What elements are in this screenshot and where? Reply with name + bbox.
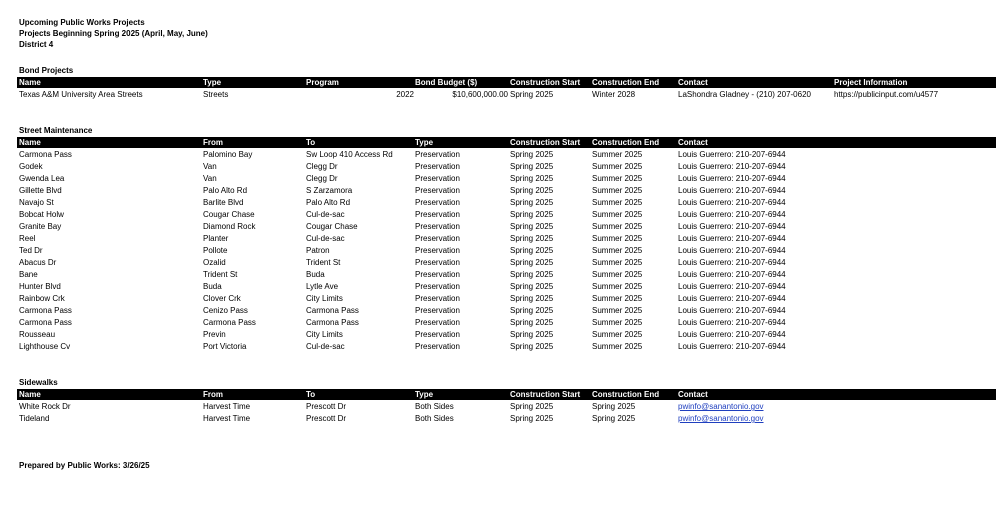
street-name-cell: Bobcat Holw	[19, 210, 64, 219]
street-type-cell: Preservation	[415, 222, 460, 231]
street-to-cell: Clegg Dr	[306, 174, 338, 183]
street-start-cell: Spring 2025	[510, 234, 554, 243]
table-row	[17, 401, 996, 413]
street-end-cell: Summer 2025	[592, 186, 643, 195]
street-start-cell: Spring 2025	[510, 258, 554, 267]
street-end-cell: Summer 2025	[592, 162, 643, 171]
table-row	[17, 281, 996, 293]
street-from-cell: Palomino Bay	[203, 150, 253, 159]
street-contact-cell: Louis Guerrero: 210-207-6944	[678, 222, 786, 231]
sidewalks-type-cell: Both Sides	[415, 402, 454, 411]
table-row	[17, 329, 996, 341]
bond-col-budget: Bond Budget ($)	[415, 78, 478, 87]
sidewalks-col-from: From	[203, 390, 223, 399]
street-start-cell: Spring 2025	[510, 174, 554, 183]
street-to-cell: City Limits	[306, 330, 343, 339]
table-row	[17, 341, 996, 353]
street-end-cell: Summer 2025	[592, 282, 643, 291]
bond-col-type: Type	[203, 78, 222, 87]
street-name-cell: Abacus Dr	[19, 258, 57, 267]
street-name-cell: Gwenda Lea	[19, 174, 65, 183]
street-name-cell: Gillette Blvd	[19, 186, 62, 195]
street-from-cell: Planter	[203, 234, 229, 243]
table-row	[17, 221, 996, 233]
street-name-cell: Granite Bay	[19, 222, 62, 231]
street-end-cell: Summer 2025	[592, 270, 643, 279]
street-contact-cell: Louis Guerrero: 210-207-6944	[678, 186, 786, 195]
street-end-cell: Summer 2025	[592, 306, 643, 315]
table-row	[17, 161, 996, 173]
street-type-cell: Preservation	[415, 318, 460, 327]
street-contact-cell: Louis Guerrero: 210-207-6944	[678, 234, 786, 243]
district-label: District 4	[19, 40, 54, 49]
street-contact-cell: Louis Guerrero: 210-207-6944	[678, 270, 786, 279]
street-from-cell: Ozalid	[203, 258, 226, 267]
street-to-cell: Cul-de-sac	[306, 210, 345, 219]
bond-table-header	[17, 77, 996, 88]
street-type-cell: Preservation	[415, 186, 460, 195]
street-type-cell: Preservation	[415, 282, 460, 291]
street-start-cell: Spring 2025	[510, 150, 554, 159]
street-start-cell: Spring 2025	[510, 282, 554, 291]
sidewalks-col-name: Name	[19, 390, 41, 399]
street-type-cell: Preservation	[415, 150, 460, 159]
street-contact-cell: Louis Guerrero: 210-207-6944	[678, 294, 786, 303]
street-type-cell: Preservation	[415, 210, 460, 219]
street-to-cell: Clegg Dr	[306, 162, 338, 171]
street-contact-cell: Louis Guerrero: 210-207-6944	[678, 330, 786, 339]
street-to-cell: Buda	[306, 270, 325, 279]
sidewalks-name-cell: White Rock Dr	[19, 402, 71, 411]
street-end-cell: Summer 2025	[592, 174, 643, 183]
sidewalks-end-cell: Spring 2025	[592, 402, 636, 411]
street-from-cell: Van	[203, 162, 217, 171]
bond-budget: $10,600,000.00	[452, 90, 508, 99]
street-start-cell: Spring 2025	[510, 294, 554, 303]
sidewalks-to-cell: Prescott Dr	[306, 414, 347, 423]
bond-col-program: Program	[306, 78, 339, 87]
report-title: Upcoming Public Works Projects	[19, 18, 145, 27]
street-to-cell: City Limits	[306, 294, 343, 303]
street-end-cell: Summer 2025	[592, 198, 643, 207]
street-name-cell: Hunter Blvd	[19, 282, 61, 291]
street-end-cell: Summer 2025	[592, 330, 643, 339]
street-end-cell: Summer 2025	[592, 234, 643, 243]
sidewalks-contact-cell[interactable]: pwinfo@sanantonio.gov	[678, 414, 764, 423]
street-start-cell: Spring 2025	[510, 222, 554, 231]
street-table-header	[17, 137, 996, 148]
sidewalks-section-title: Sidewalks	[19, 378, 58, 387]
bond-col-info: Project Information	[834, 78, 908, 87]
sidewalks-col-type: Type	[415, 390, 434, 399]
street-end-cell: Summer 2025	[592, 294, 643, 303]
street-from-cell: Cenizo Pass	[203, 306, 248, 315]
sidewalks-to-cell: Prescott Dr	[306, 402, 347, 411]
street-to-cell: Carmona Pass	[306, 318, 359, 327]
street-start-cell: Spring 2025	[510, 342, 554, 351]
street-start-cell: Spring 2025	[510, 330, 554, 339]
sidewalks-contact-cell[interactable]: pwinfo@sanantonio.gov	[678, 402, 764, 411]
street-col-start: Construction Start	[510, 138, 581, 147]
street-type-cell: Preservation	[415, 246, 460, 255]
street-type-cell: Preservation	[415, 270, 460, 279]
sidewalks-end-cell: Spring 2025	[592, 414, 636, 423]
street-from-cell: Cougar Chase	[203, 210, 255, 219]
bond-contact: LaShondra Gladney - (210) 207-0620	[678, 90, 811, 99]
street-name-cell: Reel	[19, 234, 36, 243]
bond-col-end: Construction End	[592, 78, 660, 87]
street-type-cell: Preservation	[415, 162, 460, 171]
street-start-cell: Spring 2025	[510, 270, 554, 279]
street-from-cell: Diamond Rock	[203, 222, 256, 231]
street-from-cell: Pollote	[203, 246, 228, 255]
street-from-cell: Van	[203, 174, 217, 183]
street-from-cell: Carmona Pass	[203, 318, 256, 327]
street-contact-cell: Louis Guerrero: 210-207-6944	[678, 282, 786, 291]
table-row	[17, 413, 996, 425]
street-contact-cell: Louis Guerrero: 210-207-6944	[678, 258, 786, 267]
table-row	[17, 149, 996, 161]
sidewalks-from-cell: Harvest Time	[203, 414, 251, 423]
street-col-contact: Contact	[678, 138, 708, 147]
street-type-cell: Preservation	[415, 174, 460, 183]
sidewalks-name-cell: Tideland	[19, 414, 50, 423]
sidewalks-from-cell: Harvest Time	[203, 402, 251, 411]
bond-name: Texas A&M University Area Streets	[19, 90, 143, 99]
street-to-cell: Patron	[306, 246, 330, 255]
street-col-name: Name	[19, 138, 41, 147]
bond-program: 2022	[396, 90, 414, 99]
street-type-cell: Preservation	[415, 294, 460, 303]
street-from-cell: Barlite Blvd	[203, 198, 244, 207]
street-contact-cell: Louis Guerrero: 210-207-6944	[678, 174, 786, 183]
street-type-cell: Preservation	[415, 342, 460, 351]
table-row	[17, 185, 996, 197]
street-from-cell: Clover Crk	[203, 294, 241, 303]
street-contact-cell: Louis Guerrero: 210-207-6944	[678, 246, 786, 255]
street-to-cell: Cougar Chase	[306, 222, 358, 231]
street-to-cell: Palo Alto Rd	[306, 198, 351, 207]
street-end-cell: Summer 2025	[592, 258, 643, 267]
bond-start: Spring 2025	[510, 90, 554, 99]
street-from-cell: Buda	[203, 282, 222, 291]
bond-col-start: Construction Start	[510, 78, 581, 87]
prepared-by-note: Prepared by Public Works: 3/26/25	[19, 461, 150, 470]
sidewalks-start-cell: Spring 2025	[510, 402, 554, 411]
street-name-cell: Carmona Pass	[19, 150, 72, 159]
street-start-cell: Spring 2025	[510, 318, 554, 327]
street-from-cell: Trident St	[203, 270, 238, 279]
bond-type: Streets	[203, 90, 229, 99]
street-start-cell: Spring 2025	[510, 198, 554, 207]
street-name-cell: Godek	[19, 162, 43, 171]
street-contact-cell: Louis Guerrero: 210-207-6944	[678, 150, 786, 159]
bond-col-name: Name	[19, 78, 41, 87]
sidewalks-col-to: To	[306, 390, 316, 399]
street-type-cell: Preservation	[415, 198, 460, 207]
street-section-title: Street Maintenance	[19, 126, 93, 135]
street-col-end: Construction End	[592, 138, 660, 147]
bond-section-title: Bond Projects	[19, 66, 74, 75]
street-to-cell: Lytle Ave	[306, 282, 339, 291]
table-row	[17, 197, 996, 209]
sidewalks-start-cell: Spring 2025	[510, 414, 554, 423]
street-start-cell: Spring 2025	[510, 186, 554, 195]
street-name-cell: Ted Dr	[19, 246, 43, 255]
street-end-cell: Summer 2025	[592, 246, 643, 255]
street-from-cell: Previn	[203, 330, 226, 339]
street-contact-cell: Louis Guerrero: 210-207-6944	[678, 210, 786, 219]
street-contact-cell: Louis Guerrero: 210-207-6944	[678, 306, 786, 315]
street-end-cell: Summer 2025	[592, 318, 643, 327]
table-row	[17, 317, 996, 329]
street-contact-cell: Louis Guerrero: 210-207-6944	[678, 198, 786, 207]
street-type-cell: Preservation	[415, 234, 460, 243]
street-from-cell: Port Victoria	[203, 342, 247, 351]
street-start-cell: Spring 2025	[510, 162, 554, 171]
sidewalks-col-contact: Contact	[678, 390, 708, 399]
sidewalks-col-start: Construction Start	[510, 390, 581, 399]
street-end-cell: Summer 2025	[592, 210, 643, 219]
street-end-cell: Summer 2025	[592, 342, 643, 351]
street-col-to: To	[306, 138, 316, 147]
street-to-cell: S Zarzamora	[306, 186, 353, 195]
table-row	[17, 305, 996, 317]
street-name-cell: Navajo St	[19, 198, 54, 207]
street-col-from: From	[203, 138, 223, 147]
street-start-cell: Spring 2025	[510, 246, 554, 255]
bond-col-contact: Contact	[678, 78, 708, 87]
street-start-cell: Spring 2025	[510, 306, 554, 315]
table-row	[17, 269, 996, 281]
street-type-cell: Preservation	[415, 258, 460, 267]
bond-end: Winter 2028	[592, 90, 636, 99]
street-to-cell: Cul-de-sac	[306, 234, 345, 243]
table-row	[17, 209, 996, 221]
street-name-cell: Rousseau	[19, 330, 56, 339]
street-from-cell: Palo Alto Rd	[203, 186, 248, 195]
street-contact-cell: Louis Guerrero: 210-207-6944	[678, 342, 786, 351]
sidewalks-type-cell: Both Sides	[415, 414, 454, 423]
table-row	[17, 293, 996, 305]
street-name-cell: Carmona Pass	[19, 306, 72, 315]
street-name-cell: Carmona Pass	[19, 318, 72, 327]
street-to-cell: Sw Loop 410 Access Rd	[306, 150, 393, 159]
street-name-cell: Rainbow Crk	[19, 294, 65, 303]
street-end-cell: Summer 2025	[592, 150, 643, 159]
street-col-type: Type	[415, 138, 434, 147]
street-name-cell: Lighthouse Cv	[19, 342, 71, 351]
table-row	[17, 233, 996, 245]
report-subtitle: Projects Beginning Spring 2025 (April, May, June)	[19, 29, 208, 38]
street-type-cell: Preservation	[415, 306, 460, 315]
sidewalks-table-header	[17, 389, 996, 400]
street-start-cell: Spring 2025	[510, 210, 554, 219]
table-row	[17, 257, 996, 269]
table-row	[17, 245, 996, 257]
table-row	[17, 89, 996, 101]
street-contact-cell: Louis Guerrero: 210-207-6944	[678, 162, 786, 171]
street-to-cell: Carmona Pass	[306, 306, 359, 315]
street-end-cell: Summer 2025	[592, 222, 643, 231]
table-row	[17, 173, 996, 185]
street-to-cell: Trident St	[306, 258, 341, 267]
street-name-cell: Bane	[19, 270, 38, 279]
street-to-cell: Cul-de-sac	[306, 342, 345, 351]
bond-info-link[interactable]: https://publicinput.com/u4577	[834, 90, 939, 99]
street-type-cell: Preservation	[415, 330, 460, 339]
street-contact-cell: Louis Guerrero: 210-207-6944	[678, 318, 786, 327]
sidewalks-col-end: Construction End	[592, 390, 660, 399]
